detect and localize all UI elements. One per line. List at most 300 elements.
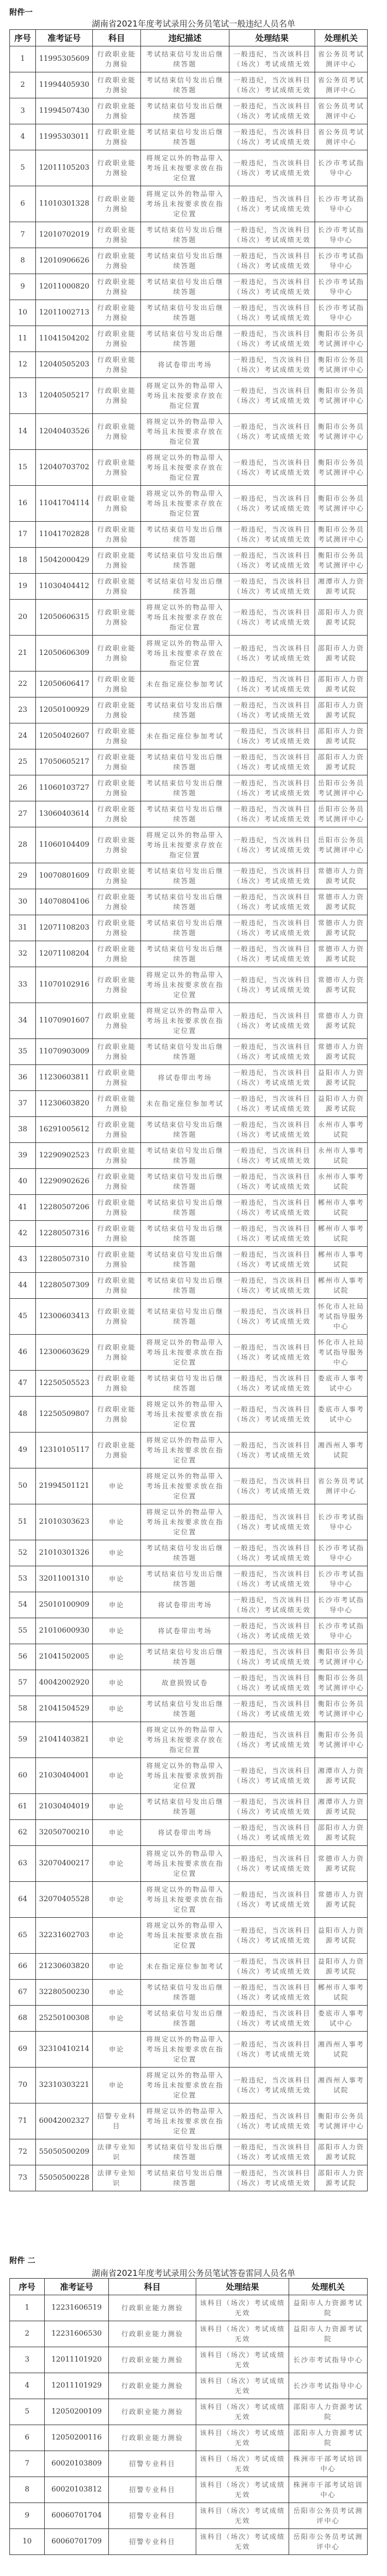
table-row: [10, 326, 368, 352]
table-row: [10, 2373, 368, 2399]
table-row: [10, 2347, 368, 2373]
cell-authority: 常德市人力资源考试院: [315, 1003, 368, 1039]
cell-subject: 申论: [93, 1980, 141, 2006]
cell-index: 49: [10, 1433, 36, 1468]
cell-index: 29: [10, 863, 36, 889]
table-row: [10, 1820, 368, 1846]
cell-authority: 怀化市人社局考试指导服务中心: [315, 1299, 368, 1335]
cell-authority: 衡阳市公务员考试测评中心: [315, 378, 368, 414]
cell-ticket-number: 12250509807: [36, 1397, 93, 1433]
cell-authority: 湘西州人事考试院: [315, 2032, 368, 2068]
cell-subject: 行政职业能力测验: [93, 1003, 141, 1039]
cell-subject: 行政职业能力测验: [93, 1039, 141, 1065]
cell-subject: 申论: [93, 1468, 141, 1504]
cell-ticket-number: 60020103812: [45, 2477, 109, 2503]
table-row: [10, 1540, 368, 1566]
cell-index: 26: [10, 775, 36, 801]
table-row: [10, 1670, 368, 1696]
cell-result: 一般违纪，当次该科目（场次）考试成绩无效: [229, 1504, 315, 1540]
cell-ticket-number: 12231606519: [45, 2295, 109, 2321]
cell-result: 一般违纪，当次该科目（场次）考试成绩无效: [229, 1722, 315, 1758]
cell-violation: 将试卷带出考场: [141, 1065, 229, 1091]
table-row: [10, 2139, 368, 2165]
cell-result: 该科目（场次）考试成绩无效: [196, 2503, 289, 2529]
cell-result: 一般违纪，当次该科目（场次）考试成绩无效: [229, 450, 315, 486]
cell-ticket-number: 32070400217: [36, 1846, 93, 1882]
cell-result: 一般违纪，当次该科目（场次）考试成绩无效: [229, 1468, 315, 1504]
cell-authority: 株洲市干部考试培训中心: [289, 2477, 368, 2503]
cell-subject: 行政职业能力测验: [109, 2399, 196, 2425]
cell-result: 一般违纪，当次该科目（场次）考试成绩无效: [229, 46, 315, 72]
cell-authority: 长沙市考试指导中心: [315, 150, 368, 186]
cell-result: 一般违纪，当次该科目（场次）考试成绩无效: [229, 1670, 315, 1696]
cell-result: 一般违纪，当次该科目（场次）考试成绩无效: [229, 775, 315, 801]
cell-authority: 衡阳市公务员考试测评中心: [315, 414, 368, 450]
cell-ticket-number: 11995303011: [36, 124, 93, 150]
cell-violation: 将规定以外的物品带入考场且未按要求放在指定位置: [141, 2103, 229, 2139]
table-row: [10, 46, 368, 72]
cell-result: 该科目（场次）考试成绩无效: [196, 2347, 289, 2373]
cell-ticket-number: 12040403526: [36, 414, 93, 450]
cell-violation: 考试结束信号发出后继续答题: [141, 72, 229, 98]
cell-index: 14: [10, 414, 36, 450]
table-row: [10, 1504, 368, 1540]
cell-result: 一般违纪，当次该科目（场次）考试成绩无效: [229, 1882, 315, 1918]
cell-authority: 长沙市考试指导中心: [315, 1592, 368, 1618]
cell-subject: 行政职业能力测验: [93, 915, 141, 941]
cell-authority: 益阳市人力资源考试院: [315, 1918, 368, 1954]
cell-authority: 郴州市人事考试院: [315, 1273, 368, 1299]
cell-subject: 行政职业能力测验: [93, 863, 141, 889]
cell-result: 该科目（场次）考试成绩无效: [196, 2399, 289, 2425]
cell-subject: 行政职业能力测验: [93, 889, 141, 915]
cell-index: 51: [10, 1504, 36, 1540]
table-row: [10, 2103, 368, 2139]
cell-violation: 考试结束信号发出后继续答题: [141, 889, 229, 915]
cell-result: 一般违纪，当次该科目（场次）考试成绩无效: [229, 124, 315, 150]
cell-result: 一般违纪，当次该科目（场次）考试成绩无效: [229, 1980, 315, 2006]
cell-index: 60: [10, 1758, 36, 1794]
column-header-authority: 处理机关: [289, 2279, 368, 2295]
cell-result: 一般违纪，当次该科目（场次）考试成绩无效: [229, 1299, 315, 1335]
cell-result: 该科目（场次）考试成绩无效: [196, 2295, 289, 2321]
table-header-row: [10, 30, 368, 46]
cell-index: 46: [10, 1335, 36, 1371]
cell-violation: 考试结束信号发出后继续答题: [141, 1794, 229, 1820]
cell-violation: 将规定以外的物品带入考场且未按要求放到指定位置: [141, 1758, 229, 1794]
cell-violation: 考试结束信号发出后继续答题: [141, 1169, 229, 1195]
table-row: [10, 775, 368, 801]
cell-index: 2: [10, 72, 36, 98]
cell-result: 一般违纪，当次该科目（场次）考试成绩无效: [229, 801, 315, 827]
cell-index: 72: [10, 2139, 36, 2165]
cell-result: 一般违纪，当次该科目（场次）考试成绩无效: [229, 1592, 315, 1618]
cell-subject: 申论: [93, 1566, 141, 1592]
cell-authority: 邵阳市人力资源考试院: [315, 749, 368, 775]
table-row: [10, 749, 368, 775]
cell-violation: 将规定以外的物品带入考场且未按要求放在指定位置: [141, 967, 229, 1003]
cell-index: 30: [10, 889, 36, 915]
cell-index: 6: [10, 2425, 45, 2451]
cell-violation: 考试结束信号发出后继续答题: [141, 1195, 229, 1221]
cell-authority: 益阳市人力资源考试院: [289, 2321, 368, 2347]
table-row: [10, 2399, 368, 2425]
cell-authority: 岳阳市公务员考试测评中心: [315, 827, 368, 863]
cell-authority: 衡阳市公务员考试测评中心: [315, 1644, 368, 1670]
cell-violation: 将规定以外的物品带入考场且未按要求放在指定位置: [141, 150, 229, 186]
cell-result: 一般违纪，当次该科目（场次）考试成绩无效: [229, 150, 315, 186]
table-row: [10, 352, 368, 378]
cell-result: 该科目（场次）考试成绩无效: [196, 2373, 289, 2399]
cell-violation: 将规定以外的物品带入考场且未按要求存放在指定位置: [141, 636, 229, 671]
cell-subject: 行政职业能力测验: [93, 749, 141, 775]
cell-result: 一般违纪，当次该科目（场次）考试成绩无效: [229, 1065, 315, 1091]
cell-violation: 将试卷带出考场: [141, 1618, 229, 1644]
cell-ticket-number: 21041504529: [36, 1696, 93, 1722]
cell-authority: 长沙市考试指导中心: [315, 186, 368, 222]
cell-ticket-number: 32280500230: [36, 1980, 93, 2006]
cell-subject: 行政职业能力测验: [93, 414, 141, 450]
cell-violation: 考试结束信号发出后继续答题: [141, 300, 229, 326]
table-row: [10, 414, 368, 450]
cell-authority: 湘西州人事考试院: [315, 1433, 368, 1468]
cell-result: 一般违纪，当次该科目（场次）考试成绩无效: [229, 1371, 315, 1397]
cell-authority: 衡阳市公务员考试测评中心: [315, 1670, 368, 1696]
cell-index: 47: [10, 1371, 36, 1397]
cell-authority: 长沙市考试指导中心: [315, 248, 368, 274]
column-header-authority: 处理机关: [315, 30, 368, 46]
cell-ticket-number: 14070804106: [36, 889, 93, 915]
cell-subject: 法律专业知识: [93, 2165, 141, 2191]
cell-result: 一般违纪，当次该科目（场次）考试成绩无效: [229, 1846, 315, 1882]
cell-ticket-number: 12050402607: [36, 723, 93, 749]
table-row: [10, 150, 368, 186]
column-header-subject: 科目: [93, 30, 141, 46]
cell-ticket-number: 60042002327: [36, 2103, 93, 2139]
cell-violation: 考试结束信号发出后继续答题: [141, 522, 229, 548]
cell-index: 52: [10, 1540, 36, 1566]
table-row: [10, 2006, 368, 2032]
cell-authority: 衡阳市公务员考试测评中心: [315, 450, 368, 486]
cell-authority: 岳阳市公务员考试测评中心: [315, 775, 368, 801]
cell-index: 4: [10, 124, 36, 150]
cell-ticket-number: 11994405930: [36, 72, 93, 98]
cell-index: 10: [10, 300, 36, 326]
cell-index: 10: [10, 2529, 45, 2555]
table-row: [10, 98, 368, 124]
cell-index: 8: [10, 248, 36, 274]
cell-result: 一般违纪，当次该科目（场次）考试成绩无效: [229, 1221, 315, 1247]
cell-authority: 益阳市人力资源考试院: [315, 1065, 368, 1091]
cell-violation: 考试结束信号发出后继续答题: [141, 1299, 229, 1335]
cell-subject: 申论: [93, 1722, 141, 1758]
cell-violation: 考试结束信号发出后继续答题: [141, 326, 229, 352]
cell-ticket-number: 21010600930: [36, 1618, 93, 1644]
cell-index: 65: [10, 1918, 36, 1954]
cell-result: 一般违纪，当次该科目（场次）考试成绩无效: [229, 2068, 315, 2103]
cell-index: 55: [10, 1618, 36, 1644]
table-row: [10, 378, 368, 414]
cell-ticket-number: 21010301326: [36, 1540, 93, 1566]
cell-violation: 考试结束信号发出后继续答题: [141, 2139, 229, 2165]
cell-ticket-number: 21010303623: [36, 1504, 93, 1540]
cell-index: 61: [10, 1794, 36, 1820]
cell-authority: 岳阳市公务员考试测评中心: [289, 2503, 368, 2529]
cell-index: 44: [10, 1273, 36, 1299]
cell-index: 11: [10, 326, 36, 352]
cell-subject: 行政职业能力测验: [93, 548, 141, 574]
cell-subject: 行政职业能力测验: [109, 2373, 196, 2399]
column-header-ticket-number: 准考证号: [45, 2279, 109, 2295]
table-row: [10, 1065, 368, 1091]
cell-violation: 将规定以外的物品带入考场且未按要求放在指定位置: [141, 1504, 229, 1540]
cell-result: 该科目（场次）考试成绩无效: [196, 2425, 289, 2451]
cell-index: 68: [10, 2006, 36, 2032]
cell-subject: 招警专业科目: [109, 2477, 196, 2503]
column-header-subject: 科目: [109, 2279, 196, 2295]
cell-ticket-number: 21041502005: [36, 1644, 93, 1670]
cell-subject: 申论: [93, 1758, 141, 1794]
cell-authority: 邵阳市人力资源考试院: [315, 636, 368, 671]
cell-subject: 行政职业能力测验: [109, 2347, 196, 2373]
cell-result: 一般违纪，当次该科目（场次）考试成绩无效: [229, 1195, 315, 1221]
cell-subject: 行政职业能力测验: [93, 801, 141, 827]
cell-ticket-number: 12050200109: [45, 2399, 109, 2425]
cell-ticket-number: 12010906626: [36, 248, 93, 274]
cell-ticket-number: 16291005612: [36, 1117, 93, 1143]
cell-subject: 行政职业能力测验: [109, 2321, 196, 2347]
table-row: [10, 1247, 368, 1273]
cell-ticket-number: 11010301328: [36, 186, 93, 222]
cell-authority: 郴州市人事考试院: [315, 1980, 368, 2006]
cell-index: 7: [10, 222, 36, 248]
table-row: [10, 1003, 368, 1039]
cell-authority: 邵阳市人力资源考试院: [315, 1820, 368, 1846]
cell-ticket-number: 60020103809: [45, 2451, 109, 2477]
cell-ticket-number: 12250505523: [36, 1371, 93, 1397]
cell-index: 59: [10, 1722, 36, 1758]
cell-index: 9: [10, 274, 36, 300]
table-row: [10, 1696, 368, 1722]
cell-ticket-number: 12231606530: [45, 2321, 109, 2347]
cell-result: 一般违纪，当次该科目（场次）考试成绩无效: [229, 2006, 315, 2032]
cell-authority: 娄底市人事考试中心: [315, 1397, 368, 1433]
table-row: [10, 1846, 368, 1882]
cell-ticket-number: 12290902523: [36, 1143, 93, 1169]
cell-violation: 考试结束信号发出后继续答题: [141, 124, 229, 150]
cell-authority: 株洲市干部考试培训中心: [289, 2451, 368, 2477]
table-row: [10, 671, 368, 697]
table-row: [10, 967, 368, 1003]
table-row: [10, 1566, 368, 1592]
cell-subject: 行政职业能力测验: [93, 1065, 141, 1091]
cell-subject: 行政职业能力测验: [93, 274, 141, 300]
table-row: [10, 2451, 368, 2477]
table-header-row: [10, 2279, 368, 2295]
cell-subject: 行政职业能力测验: [93, 941, 141, 967]
cell-violation: 考试结束信号发出后继续答题: [141, 2006, 229, 2032]
cell-violation: 考试结束信号发出后继续答题: [141, 1980, 229, 2006]
cell-authority: 邵阳市人力资源考试院: [315, 697, 368, 723]
cell-index: 41: [10, 1195, 36, 1221]
cell-authority: 邵阳市人力资源考试院: [315, 2139, 368, 2165]
cell-violation: 考试结束信号发出后继续答题: [141, 1143, 229, 1169]
cell-violation: 考试结束信号发出后继续答题: [141, 46, 229, 72]
cell-ticket-number: 12280507206: [36, 1195, 93, 1221]
cell-violation: 考试结束信号发出后继续答题: [141, 1696, 229, 1722]
table-row: [10, 2529, 368, 2555]
cell-authority: 娄底市人事考试中心: [315, 2006, 368, 2032]
table-row: [10, 827, 368, 863]
cell-result: 一般违纪，当次该科目（场次）考试成绩无效: [229, 352, 315, 378]
cell-index: 33: [10, 967, 36, 1003]
table-row: [10, 1273, 368, 1299]
cell-index: 62: [10, 1820, 36, 1846]
table-row: [10, 548, 368, 574]
table-row: [10, 1335, 368, 1371]
table-row: [10, 1468, 368, 1504]
cell-authority: 邵阳市人力资源考试院: [289, 2425, 368, 2451]
cell-ticket-number: 21041403821: [36, 1722, 93, 1758]
cell-index: 18: [10, 548, 36, 574]
table-row: [10, 1618, 368, 1644]
cell-ticket-number: 60060701709: [45, 2529, 109, 2555]
cell-result: 一般违纪，当次该科目（场次）考试成绩无效: [229, 1273, 315, 1299]
cell-subject: 法律专业知识: [93, 2139, 141, 2165]
cell-subject: 申论: [93, 1918, 141, 1954]
cell-result: 一般违纪，当次该科目（场次）考试成绩无效: [229, 827, 315, 863]
cell-index: 2: [10, 2321, 45, 2347]
cell-subject: 申论: [93, 1882, 141, 1918]
cell-authority: 常德市人力资源考试院: [315, 889, 368, 915]
table-row: [10, 486, 368, 522]
cell-violation: 将规定以外的物品带入考场且未按要求放在指定位置: [141, 2032, 229, 2068]
cell-authority: 郴州市人事考试院: [315, 1195, 368, 1221]
cell-index: 25: [10, 749, 36, 775]
cell-violation: 考试结束信号发出后继续答题: [141, 274, 229, 300]
cell-result: 一般违纪，当次该科目（场次）考试成绩无效: [229, 2139, 315, 2165]
cell-ticket-number: 10070801609: [36, 863, 93, 889]
cell-violation: 考试结束信号发出后继续答题: [141, 2165, 229, 2191]
table-row: [10, 697, 368, 723]
cell-result: 一般违纪，当次该科目（场次）考试成绩无效: [229, 300, 315, 326]
cell-ticket-number: 12280507310: [36, 1247, 93, 1273]
cell-authority: 长沙市考试指导中心: [289, 2373, 368, 2399]
cell-index: 8: [10, 2477, 45, 2503]
cell-index: 45: [10, 1299, 36, 1335]
cell-subject: 行政职业能力测验: [109, 2425, 196, 2451]
table-row: [10, 574, 368, 600]
cell-index: 17: [10, 522, 36, 548]
cell-authority: 邵阳市人力资源考试院: [315, 723, 368, 749]
cell-subject: 行政职业能力测验: [93, 600, 141, 636]
cell-ticket-number: 12300603629: [36, 1335, 93, 1371]
cell-subject: 申论: [93, 1670, 141, 1696]
cell-ticket-number: 21030404001: [36, 1758, 93, 1794]
cell-ticket-number: 25010100909: [36, 1592, 93, 1618]
cell-index: 1: [10, 46, 36, 72]
column-header-result: 处理结果: [196, 2279, 289, 2295]
table-row: [10, 186, 368, 222]
table-row: [10, 2503, 368, 2529]
cell-index: 42: [10, 1221, 36, 1247]
cell-index: 13: [10, 378, 36, 414]
cell-result: 一般违纪，当次该科目（场次）考试成绩无效: [229, 248, 315, 274]
annex-one-title: 湖南省2021年度考试录用公务员笔试一般违纪人员名单: [91, 19, 296, 29]
cell-index: 63: [10, 1846, 36, 1882]
cell-result: 一般违纪，当次该科目（场次）考试成绩无效: [229, 1758, 315, 1794]
table-row: [10, 1918, 368, 1954]
cell-ticket-number: 25250100308: [36, 2006, 93, 2032]
cell-result: 一般违纪，当次该科目（场次）考试成绩无效: [229, 1143, 315, 1169]
cell-violation: 未在指定座位参加考试: [141, 671, 229, 697]
cell-violation: 考试结束信号发出后继续答题: [141, 248, 229, 274]
cell-subject: 行政职业能力测验: [93, 827, 141, 863]
cell-authority: 常德市人力资源考试院: [315, 863, 368, 889]
cell-ticket-number: 12310105117: [36, 1433, 93, 1468]
table-row: [10, 1592, 368, 1618]
cell-index: 27: [10, 801, 36, 827]
cell-subject: 行政职业能力测验: [93, 967, 141, 1003]
cell-result: 一般违纪，当次该科目（场次）考试成绩无效: [229, 1540, 315, 1566]
table-row: [10, 1221, 368, 1247]
cell-subject: 行政职业能力测验: [93, 671, 141, 697]
cell-authority: 长沙市考试指导中心: [315, 1618, 368, 1644]
cell-result: 一般违纪，当次该科目（场次）考试成绩无效: [229, 2032, 315, 2068]
table-row: [10, 222, 368, 248]
cell-ticket-number: 12050606417: [36, 671, 93, 697]
table-row: [10, 941, 368, 967]
cell-result: 一般违纪，当次该科目（场次）考试成绩无效: [229, 749, 315, 775]
cell-violation: 将规定以外的物品带入考场且未按要求存放在指定位置: [141, 827, 229, 863]
cell-result: 一般违纪，当次该科目（场次）考试成绩无效: [229, 1117, 315, 1143]
cell-ticket-number: 17050605217: [36, 749, 93, 775]
cell-subject: 行政职业能力测验: [93, 1091, 141, 1117]
table-row: [10, 1143, 368, 1169]
cell-ticket-number: 12040505203: [36, 352, 93, 378]
cell-result: 一般违纪，当次该科目（场次）考试成绩无效: [229, 889, 315, 915]
cell-violation: 将规定以外的物品带入考场且未按要求放在指定位置: [141, 1468, 229, 1504]
cell-result: 一般违纪，当次该科目（场次）考试成绩无效: [229, 600, 315, 636]
cell-violation: 考试结束信号发出后继续答题: [141, 941, 229, 967]
cell-violation: 将规定以外的物品带入考场且未按要求放在指定位置: [141, 1918, 229, 1954]
cell-authority: 郴州市人事考试院: [315, 1221, 368, 1247]
cell-authority: 湘潭市人力资源考试院: [315, 1758, 368, 1794]
table-row: [10, 1980, 368, 2006]
table-row: [10, 1117, 368, 1143]
cell-subject: 行政职业能力测验: [93, 1299, 141, 1335]
cell-result: 一般违纪，当次该科目（场次）考试成绩无效: [229, 1618, 315, 1644]
table-row: [10, 1091, 368, 1117]
cell-authority: 益阳市人力资源考试院: [315, 1091, 368, 1117]
cell-index: 22: [10, 671, 36, 697]
cell-result: 一般违纪，当次该科目（场次）考试成绩无效: [229, 274, 315, 300]
cell-authority: 长沙市考试指导中心: [315, 1540, 368, 1566]
table-row: [10, 915, 368, 941]
cell-result: 一般违纪，当次该科目（场次）考试成绩无效: [229, 915, 315, 941]
cell-ticket-number: 12280507309: [36, 1273, 93, 1299]
cell-index: 64: [10, 1882, 36, 1918]
cell-ticket-number: 11041702828: [36, 522, 93, 548]
cell-authority: 衡阳市公务员考试测评中心: [315, 522, 368, 548]
annex-two-label: 附件 二: [9, 2257, 35, 2265]
cell-index: 1: [10, 2295, 45, 2321]
cell-index: 71: [10, 2103, 36, 2139]
cell-ticket-number: 55050500209: [36, 2139, 93, 2165]
cell-subject: 行政职业能力测验: [93, 723, 141, 749]
cell-subject: 行政职业能力测验: [93, 1117, 141, 1143]
cell-index: 20: [10, 600, 36, 636]
